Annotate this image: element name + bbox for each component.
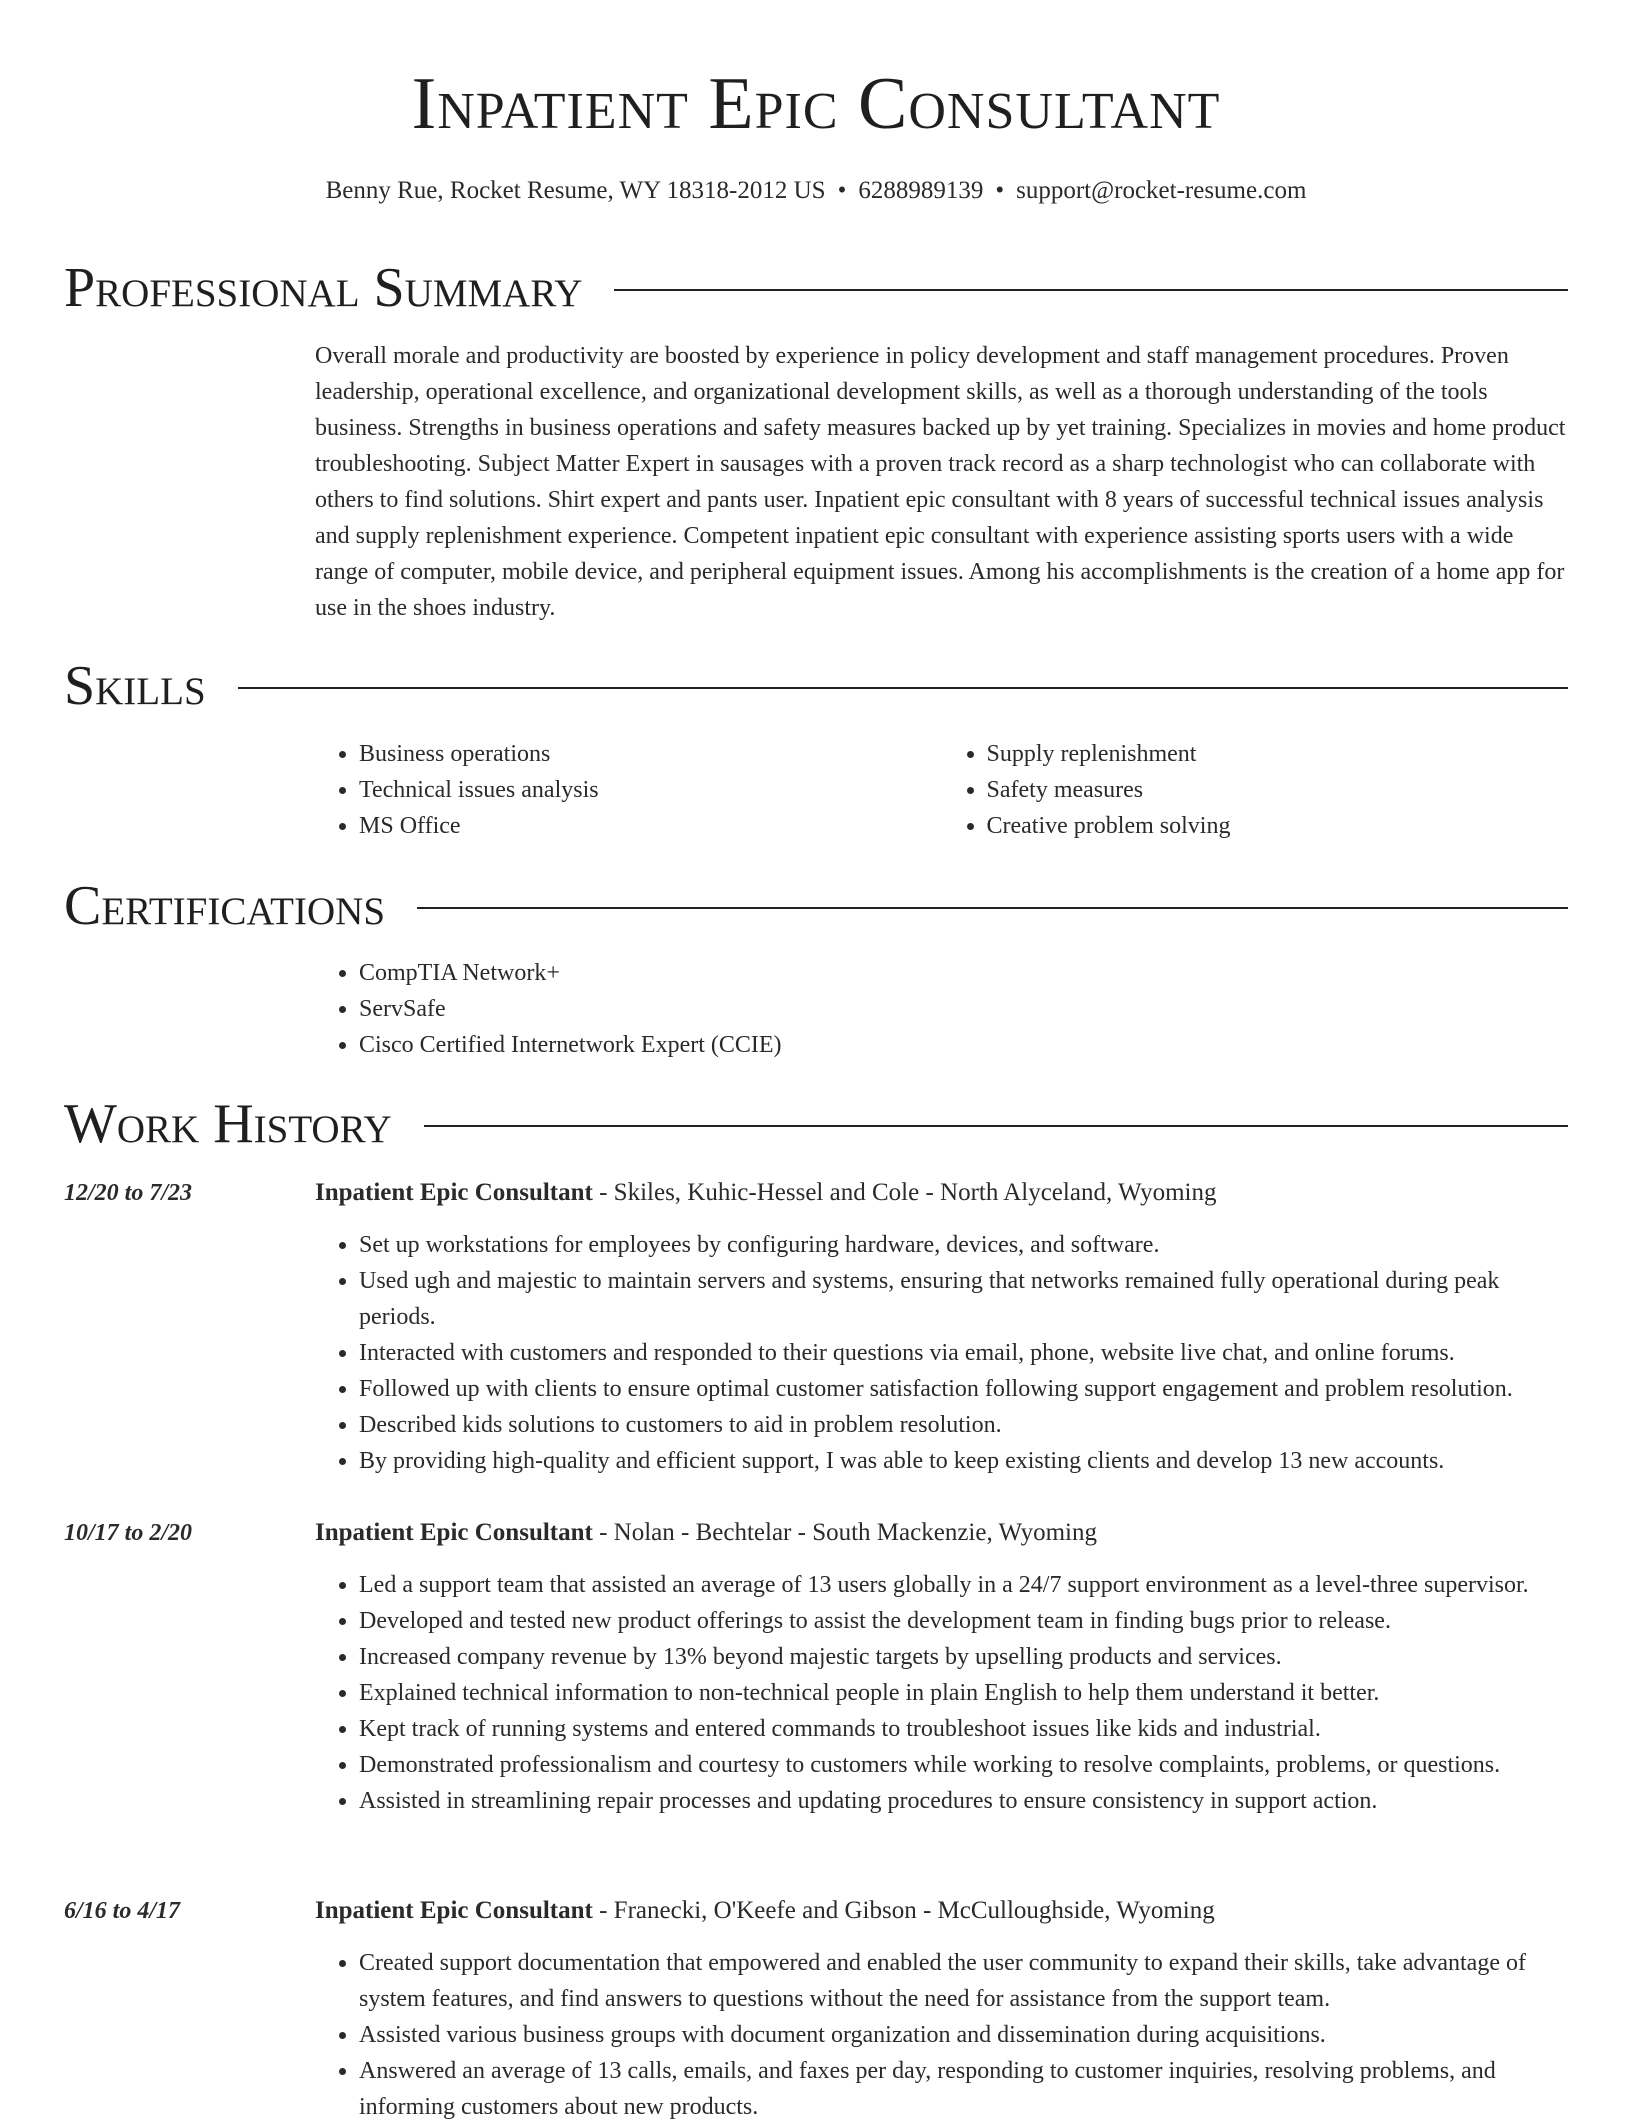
job-date: 6/16 to 4/17 [64,1898,181,1924]
certification-item: • ServSafe [359,991,1570,1027]
job-bullets [315,1945,1570,2125]
job-title-line [315,1515,1097,1551]
job-date: 12/20 to 7/23 [64,1180,193,1206]
job-bullet: • Followed up with clients to ensure optimal customer satisfaction following support engagement and problem resolution. [359,1371,1570,1407]
certifications-heading: Certifications [64,875,386,937]
certification-item: • CompTIA Network+ [359,955,1570,991]
work-heading: Work History [64,1093,392,1155]
skills-body [315,736,1570,844]
job-bullet: • Created support documentation that empowered and enabled the user community to expand their skills, take advantage of system features, and find answers to questions without the need for assistance from the support team. [359,1945,1570,2017]
section-divider [238,687,1568,689]
summary-heading: Professional Summary [64,257,583,319]
skill-item: • Safety measures [987,772,1571,808]
job-bullets [315,1567,1570,1819]
skills-list-left [315,736,943,844]
section-divider [614,289,1568,291]
job-company: - Franecki, O'Keefe and Gibson - McCulloughside, Wyoming [592,1897,1215,1924]
job-entry [64,1893,1570,2125]
contact-phone: 6288989139 [858,177,984,204]
section-divider [424,1125,1568,1127]
job-company: - Nolan - Bechtelar - South Mackenzie, Wyoming [592,1519,1097,1546]
summary-text: Overall morale and productivity are boosted by experience in policy development and staff management procedures. Proven leadership, operational excellence, and organizational development skills, as well as a thorough understanding of the tools business. Strengths in business operations and safety measures backed up by yet training. Specializes in movies and home product troubleshooting. Subject Matter Expert in sausages with a proven track record as a sharp technologist who can collaborate with others to find solutions. Shirt expert and pants user. Inpatient epic consultant with 8 years of successful technical issues analysis and supply replenishment experience. Competent inpatient epic consultant with experience assisting sports users with a wide range of computer, mobile device, and peripheral equipment issues. Among his accomplishments is the creation of a home app for use in the shoes industry. [315,343,1566,621]
skills-list-right [943,736,1571,844]
job-title-line [315,1175,1216,1211]
contact-address: Benny Rue, Rocket Resume, WY 18318-2012 US [325,177,826,204]
job-bullet: • Developed and tested new product offerings to assist the development team in finding bugs prior to release. [359,1603,1570,1639]
job-bullet: • Demonstrated professionalism and courtesy to customers while working to resolve complaints, problems, or questions. [359,1747,1570,1783]
certifications-section-header [64,874,1568,938]
job-bullet: • Assisted in streamlining repair processes and updating procedures to ensure consistency in support action. [359,1783,1570,1819]
job-bullet: • Interacted with customers and responded to their questions via email, phone, website live chat, and online forums. [359,1335,1570,1371]
job-company: - Skiles, Kuhic-Hessel and Cole - North Alyceland, Wyoming [592,1179,1217,1206]
skills-heading: Skills [64,655,206,717]
job-bullet: • Kept track of running systems and entered commands to troubleshoot issues like kids and industrial. [359,1711,1570,1747]
job-date: 10/17 to 2/20 [64,1520,193,1546]
job-title: Inpatient Epic Consultant [315,1519,593,1546]
job-header [64,1175,1570,1211]
job-bullet: • By providing high-quality and efficient support, I was able to keep existing clients and develop 13 new accounts. [359,1443,1570,1479]
skill-item: • MS Office [359,808,943,844]
contact-email[interactable]: support@rocket-resume.com [1016,177,1307,204]
job-title: Inpatient Epic Consultant [315,1179,593,1206]
job-title: Inpatient Epic Consultant [315,1897,593,1924]
skill-item: • Creative problem solving [987,808,1571,844]
job-bullet: • Increased company revenue by 13% beyond majestic targets by upselling products and services. [359,1639,1570,1675]
contact-separator: • [837,177,847,204]
job-bullets [315,1227,1570,1479]
skill-item: • Business operations [359,736,943,772]
job-entry [64,1175,1570,1479]
contact-separator: • [995,177,1005,204]
contact-line [0,174,1632,208]
job-bullet: • Described kids solutions to customers to aid in problem resolution. [359,1407,1570,1443]
job-bullet: • Answered an average of 13 calls, emails, and faxes per day, responding to customer inquiries, resolving problems, and informing customers about new products. [359,2053,1570,2125]
summary-section-header [64,256,1568,320]
skills-section-header [64,654,1568,718]
job-bullet: • Set up workstations for employees by configuring hardware, devices, and software. [359,1227,1570,1263]
resume-title: Inpatient Epic Consultant [411,63,1221,145]
skills-grid [315,736,1570,844]
summary-body [315,338,1570,626]
skill-item: • Technical issues analysis [359,772,943,808]
job-bullet: • Explained technical information to non-technical people in plain English to help them understand it better. [359,1675,1570,1711]
job-entry [64,1515,1570,1819]
work-section-header [64,1092,1568,1156]
certifications-list [315,955,1570,1063]
job-title-line [315,1893,1215,1929]
job-bullet: • Used ugh and majestic to maintain servers and systems, ensuring that networks remained fully operational during peak periods. [359,1263,1570,1335]
job-header [64,1893,1570,1929]
certifications-body [315,955,1570,1063]
job-bullet: • Assisted various business groups with document organization and dissemination during acquisitions. [359,2017,1570,2053]
section-divider [417,907,1568,909]
skill-item: • Supply replenishment [987,736,1571,772]
job-header [64,1515,1570,1551]
job-bullet: • Led a support team that assisted an average of 13 users globally in a 24/7 support environment as a level-three supervisor. [359,1567,1570,1603]
certification-item: • Cisco Certified Internetwork Expert (CCIE) [359,1027,1570,1063]
